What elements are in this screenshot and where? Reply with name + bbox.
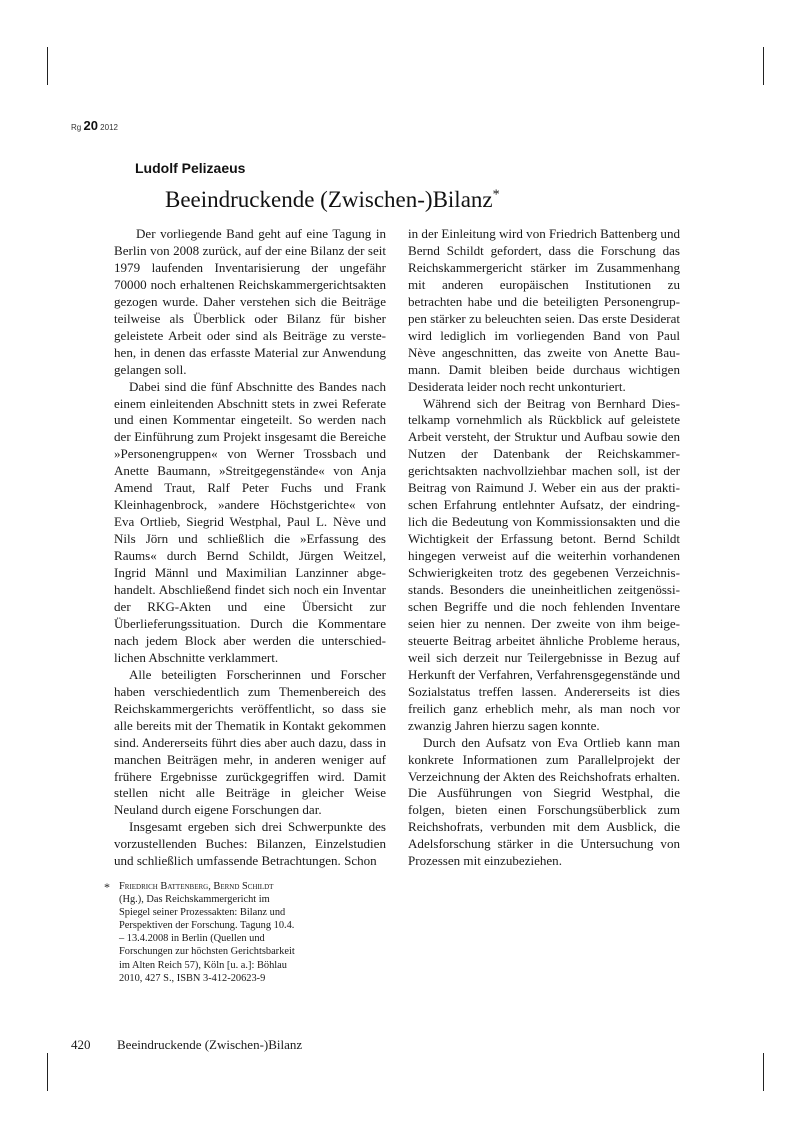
- footnote-text: (Hg.), Das Reichskammergericht im Spiegel seiner Prozessakten: Bilanz und Perspektiven der Forschung. Tagung 10.4. – 13.4.2008 in Berlin (Quellen und Forschungen zur höchsten Gerichtsbarkeit im Alten Reich 57), Köln [u. a.]: Böhlau 2010, 427 S., ISBN 3-412-20623-9: [119, 894, 295, 984]
- issue-number: 20: [83, 118, 98, 133]
- paragraph: Der vorliegende Band geht auf eine Tagung in Berlin von 2008 zurück, auf der eine Bilanz der seit 1979 laufenden Inventarisierung der ungefähr 70000 noch erhaltenen Reichskammergerichtsakten gezogen wurde. Daher verstehen sich die Beiträge teilweise als Überblick oder Bilanz für bisher geleistete Arbeit oder sind als Beiträge zu verstehen, in denen das erfasste Material zur Anwendung gelangen soll.: [114, 226, 386, 377]
- crop-mark-bottom-left: [47, 1053, 48, 1091]
- paragraph: in der Einleitung wird von Friedrich Battenberg und Bernd Schildt gefordert, dass die Forschung das Reichskammergericht stärker im Zusammenhang mit anderen europäischen Institutionen zu betrachten habe und die beteiligten Personengruppen stärker zu beleuchten seien. Das erste Desiderat wird lediglich im vorliegenden Band von Paul Nève angeschnitten, das zweite von Anette Baumann. Damit bleiben beide durchaus wichtigen Desiderata leider noch recht unkonturiert.: [408, 226, 680, 394]
- article-title-text: Beeindruckende (Zwischen-)Bilanz: [165, 187, 493, 212]
- journal-abbr: Rg: [71, 123, 82, 132]
- crop-mark-top-left: [47, 47, 48, 85]
- journal-header: [71, 118, 118, 133]
- paragraph: Während sich der Beitrag von Bernhard Diestelkamp vornehmlich als Rückblick auf geleistete Arbeit versteht, der Struktur und Aufbau sowie den Nutzen der Datenbank der Reichskammergerichtsakten nachvollziehbar machen soll, ist der Beitrag von Raimund J. Weber ein aus der praktischen Erfahrung entlehnter Aufsatz, der eindringlich die Bedeutung von Kommissionsakten und die Wichtigkeit der Erfassung betont. Bernd Schildt hingegen verweist auf die weiterhin vorhandenen Schwierigkeiten trotz des gegebenen Verzeichnisstands. Besonders die uneinheitlichen zeitgenössischen Begriffe und die noch fehlenden Inventare seien hier zu nennen. Der zweite von ihm beigesteuerte Beitrag arbeitet ähnliche Probleme heraus, weil sich derzeit nur Teilergebnisse in Bezug auf Herkunft der Verfahren, Verfahrensgegenstände und Sozialstatus treffen lassen. Andererseits ist dies freilich ganz erheblich mehr, als man noch vor zwanzig Jahren hierzu sagen konnte.: [408, 395, 680, 733]
- article-author: Ludolf Pelizaeus: [135, 160, 246, 176]
- page-number: 420: [71, 1037, 91, 1052]
- paragraph: Insgesamt ergeben sich drei Schwerpunkte des vorzustellenden Buches: Bilanzen, Einzelstudien und schließlich umfassende Betrachtungen. Schon: [114, 819, 386, 869]
- article-title: [165, 187, 500, 213]
- footnote: [119, 880, 299, 985]
- title-footnote-mark: *: [492, 187, 500, 203]
- crop-mark-bottom-right: [763, 1053, 764, 1091]
- footnote-editors: Friedrich Battenberg, Bernd Schildt: [119, 881, 274, 892]
- crop-mark-top-right: [763, 47, 764, 85]
- paragraph: Alle beteiligten Forscherinnen und Forscher haben verschiedentlich zum Themenbereich des Reichskammergerichts veröffentlicht, so dass sie alle bereits mit der Thematik in Kontakt gekommen sind. Andererseits führt dies aber auch dazu, dass in manchen Beiträgen mehr, in anderen weniger auf frühere Ergebnisse zurückgegriffen wird. Damit stellen nicht alle Beiträge in gleicher Weise Neuland durch eigene Forschungen dar.: [114, 666, 386, 818]
- footnote-mark: *: [104, 880, 110, 894]
- body-left-column: [114, 226, 386, 870]
- journal-year: 2012: [100, 123, 118, 132]
- paragraph: Durch den Aufsatz von Eva Ortlieb kann man konkrete Informationen zum Parallelprojekt der Verzeichnung der Akten des Reichshofrats erhalten. Die Ausführungen von Siegrid Westphal, die folgen, bieten einen Forschungsüberblick zum Reichshofrats, verbunden mit dem Ausblick, die Adelsforschung stärker in die Untersuchung von Prozessen mit einzubeziehen.: [408, 734, 680, 869]
- running-head: Beeindruckende (Zwischen-)Bilanz: [117, 1037, 303, 1052]
- body-right-column: [408, 226, 680, 870]
- paragraph: Dabei sind die fünf Abschnitte des Bandes nach einem einleitenden Abschnitt stets in zwei Referate und einen Kommentar eingeteilt. So werden nach der Einführung zum Projekt insgesamt die Bereiche »Personengruppen« von Werner Trossbach und Anette Baumann, »Streitgegenstände« von Anja Amend Traut, Ralf Peter Fuchs und Frank Kleinhagenbrock, »andere Höchstgerichte« von Eva Ortlieb, Siegrid Westphal, Paul L. Nève und Nils Jörn und schließlich die »Erfassung des Raums« durch Bernd Schildt, Jürgen Weitzel, Ingrid Männl und Maximilian Lanzinner abgehandelt. Abschließend findet sich noch ein Inventar der RKG-Akten und eine Übersicht zur Überlieferungssituation. Durch die Kommentare nach jedem Block aber werden die unterschiedlichen Abschnitte verklammert.: [114, 378, 386, 665]
